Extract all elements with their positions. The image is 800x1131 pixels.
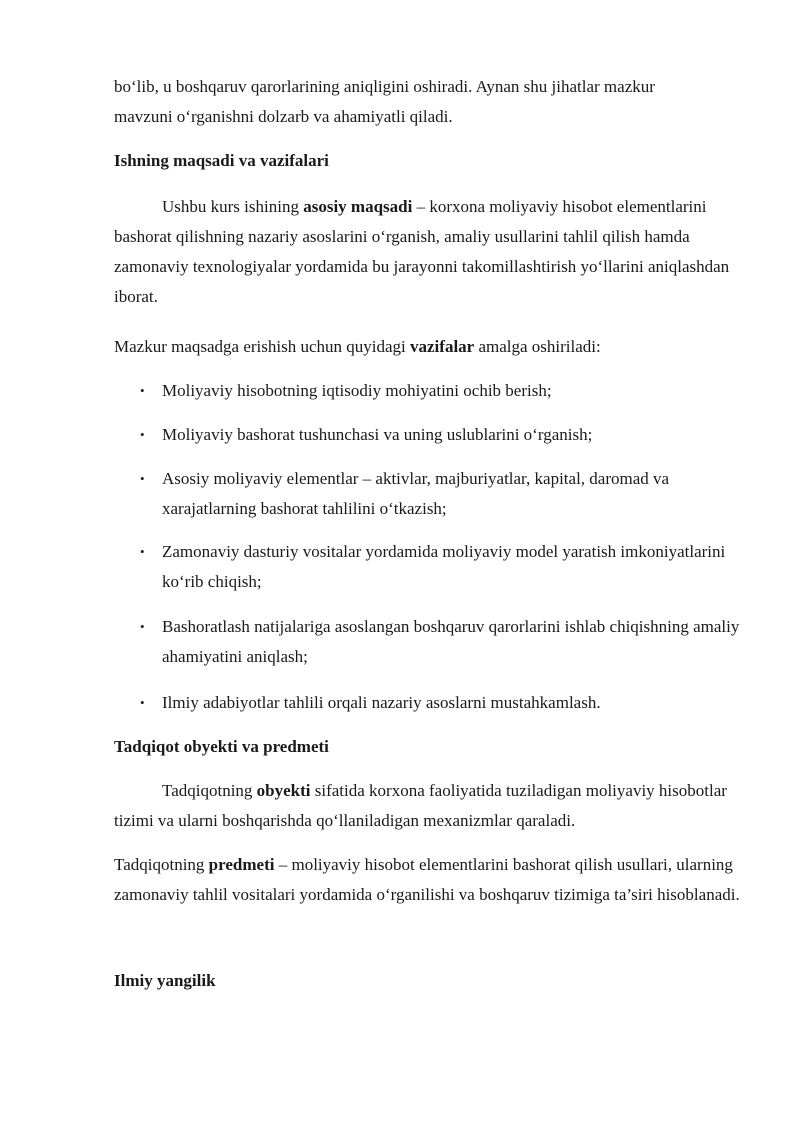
list-item xyxy=(114,612,744,672)
list-item xyxy=(114,688,744,718)
bullet-icon: • xyxy=(140,695,145,710)
object-text-post: sifatida korxona faoliyatida tuziladigan moliyaviy hisobotlar tizimi va ularni boshqarishda qo‘llaniladigan mexanizmlar qaraladi. xyxy=(114,781,727,830)
object-heading: Tadqiqot obyekti va predmeti xyxy=(114,737,329,756)
tasks-intro-pre: Mazkur maqsadga erishish uchun quyidagi xyxy=(114,337,411,356)
goal-paragraph xyxy=(114,192,744,312)
bullet-icon: • xyxy=(140,544,145,559)
object-text-bold: obyekti xyxy=(256,781,311,800)
tasks-intro-bold: vazifalar xyxy=(410,337,475,356)
goal-text-bold: asosiy maqsadi xyxy=(303,197,413,216)
task-text: Zamonaviy dasturiy vositalar yordamida moliyaviy model yaratish imkoniyatlarini ko‘rib chiqish; xyxy=(162,542,726,591)
intro-line-2: mavzuni o‘rganishni dolzarb va ahamiyatli qiladi. xyxy=(114,107,453,126)
task-text: Ilmiy adabiyotlar tahlili orqali nazariy asoslarni mustahkamlash. xyxy=(162,693,601,712)
bullet-icon: • xyxy=(140,471,145,486)
list-item xyxy=(114,464,744,524)
bullet-icon: • xyxy=(140,383,145,398)
tasks-intro-post: amalga oshiriladi: xyxy=(474,337,601,356)
subject-text-bold: predmeti xyxy=(208,855,275,874)
subject-paragraph xyxy=(114,850,744,910)
intro-line-1: bo‘lib, u boshqaruv qarorlarining aniqligini oshiradi. Aynan shu jihatlar mazkur xyxy=(114,77,655,96)
object-text-pre: Tadqiqotning xyxy=(162,781,257,800)
goal-text-post: – korxona moliyaviy hisobot elementlarini bashorat qilishning nazariy asoslarini o‘rganish, amaliy usullarini tahlil qilish hamda zamonaviy texnologiyalar yordamida bu jarayonni takomillashtirish yo‘llarini aniqlashdan iborat. xyxy=(114,197,730,306)
subject-text-pre: Tadqiqotning xyxy=(114,855,209,874)
task-text: Moliyaviy bashorat tushunchasi va uning uslublarini o‘rganish; xyxy=(162,425,593,444)
subject-text-post: – moliyaviy hisobot elementlarini bashorat qilish usullari, ularning zamonaviy tahlil vositalari yordamida o‘rganilishi va boshqaruv tizimiga ta’siri hisoblanadi. xyxy=(114,855,740,904)
list-item xyxy=(114,420,744,450)
task-text: Asosiy moliyaviy elementlar – aktivlar, majburiyatlar, kapital, daromad va xarajatlarning bashorat tahlilini o‘tkazish; xyxy=(162,469,670,518)
task-text: Bashoratlash natijalariga asoslangan boshqaruv qarorlarini ishlab chiqishning amaliy ahamiyatini aniqlash; xyxy=(162,617,740,666)
list-item xyxy=(114,537,744,597)
bullet-icon: • xyxy=(140,427,145,442)
object-paragraph xyxy=(114,776,744,836)
tasks-intro xyxy=(114,332,744,362)
goals-heading: Ishning maqsadi va vazifalari xyxy=(114,151,329,170)
list-item xyxy=(114,376,744,406)
task-text: Moliyaviy hisobotning iqtisodiy mohiyatini ochib berish; xyxy=(162,381,552,400)
bullet-icon: • xyxy=(140,619,145,634)
goal-text-pre: Ushbu kurs ishining xyxy=(162,197,304,216)
intro-paragraph xyxy=(114,72,744,132)
novelty-heading: Ilmiy yangilik xyxy=(114,971,216,990)
